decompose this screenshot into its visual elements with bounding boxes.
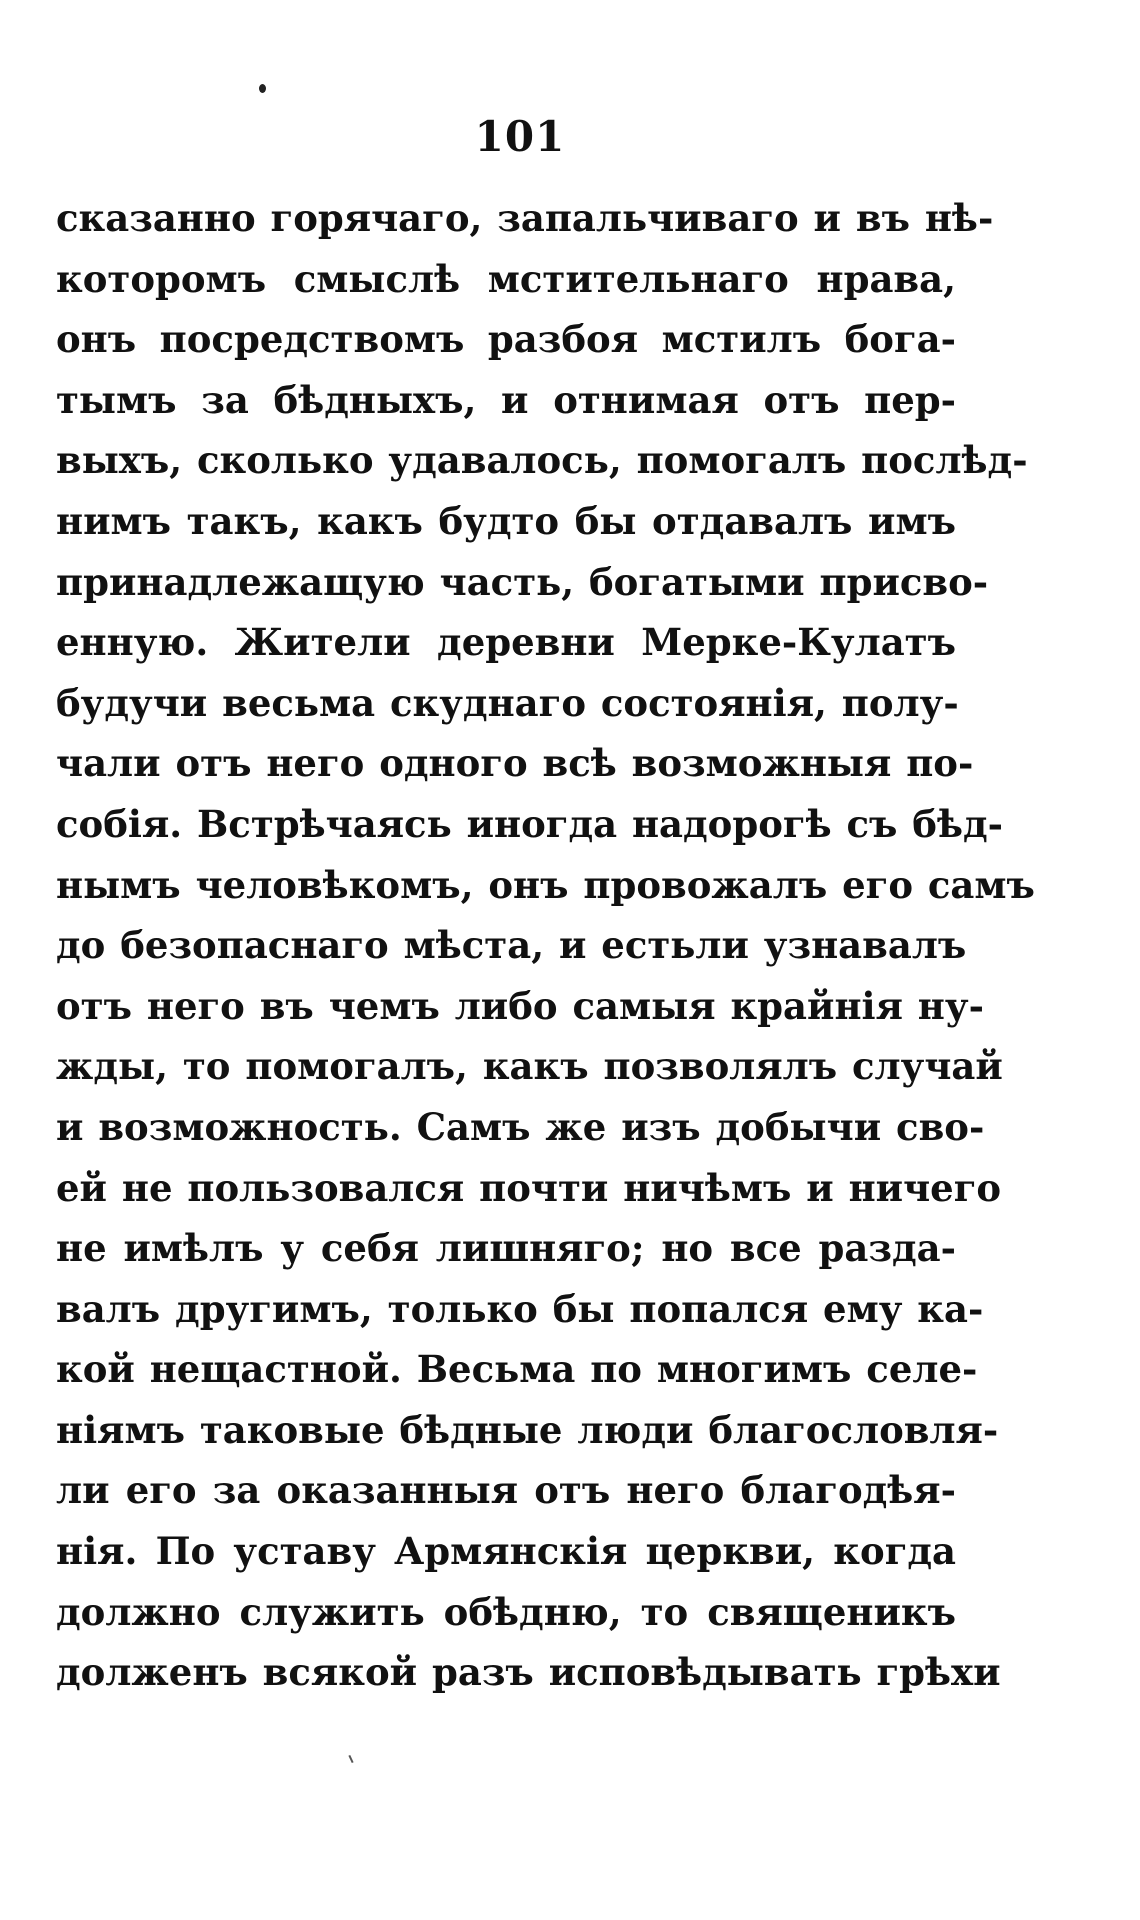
ink-mark — [348, 1755, 353, 1763]
text-line: будучи весьма скуднаго состоянія, полу- — [56, 680, 959, 725]
text-line: нія. По уставу Армянскія церкви, когда — [56, 1529, 956, 1574]
text-line: нимъ такъ, какъ будто бы отдавалъ имъ — [56, 498, 956, 543]
page-number: 101 — [474, 112, 566, 161]
text-line: не имѣлъ у себя лишняго; но все разда- — [56, 1226, 956, 1271]
text-line: онъ посредствомъ разбоя мстилъ бога- — [56, 317, 956, 362]
text-line: собія. Встрѣчаясь иногда надорогѣ съ бѣд- — [56, 801, 1003, 846]
text-line: до безопаснаго мѣста, и естьли узнавалъ — [56, 923, 967, 968]
text-line: жды, то помогалъ, какъ позволялъ случай — [56, 1044, 1003, 1089]
text-line: и возможность. Самъ же изъ добычи сво- — [56, 1104, 985, 1149]
text-line: ли его за оказанныя отъ него благодѣя- — [56, 1468, 956, 1513]
text-line: принадлежащую часть, богатыми присво- — [56, 559, 989, 604]
text-line: тымъ за бѣдныхъ, и отнимая отъ пер- — [56, 377, 956, 422]
text-line: кой нещастной. Весьма по многимъ селе- — [56, 1347, 978, 1392]
text-line: ніямъ таковые бѣдные люди благословля- — [56, 1407, 999, 1452]
text-line: отъ него въ чемъ либо самыя крайнія ну- — [56, 983, 984, 1028]
text-line: выхъ, сколько удавалось, помогалъ послѣд- — [56, 438, 1028, 483]
ink-speck — [259, 84, 266, 93]
text-line: нымъ человѣкомъ, онъ провожалъ его самъ — [56, 862, 1035, 907]
text-line: сказанно горячаго, запальчиваго и въ нѣ- — [56, 196, 994, 240]
body-text — [56, 188, 1035, 1703]
text-line: которомъ смыслѣ мстительнаго нрава, — [56, 256, 956, 301]
text-line: валъ другимъ, только бы попался ему ка- — [56, 1286, 984, 1331]
text-line: ей не пользовался почти ничѣмъ и ничего — [56, 1165, 1002, 1210]
text-line: енную. Жители деревни Мерке-Кулатъ — [56, 620, 956, 665]
text-line: долженъ всякой разъ исповѣдывать грѣхи — [56, 1650, 1001, 1695]
text-line: чали отъ него одного всѣ возможныя по- — [56, 741, 974, 786]
text-line: должно служить обѣдню, то священикъ — [56, 1589, 956, 1634]
